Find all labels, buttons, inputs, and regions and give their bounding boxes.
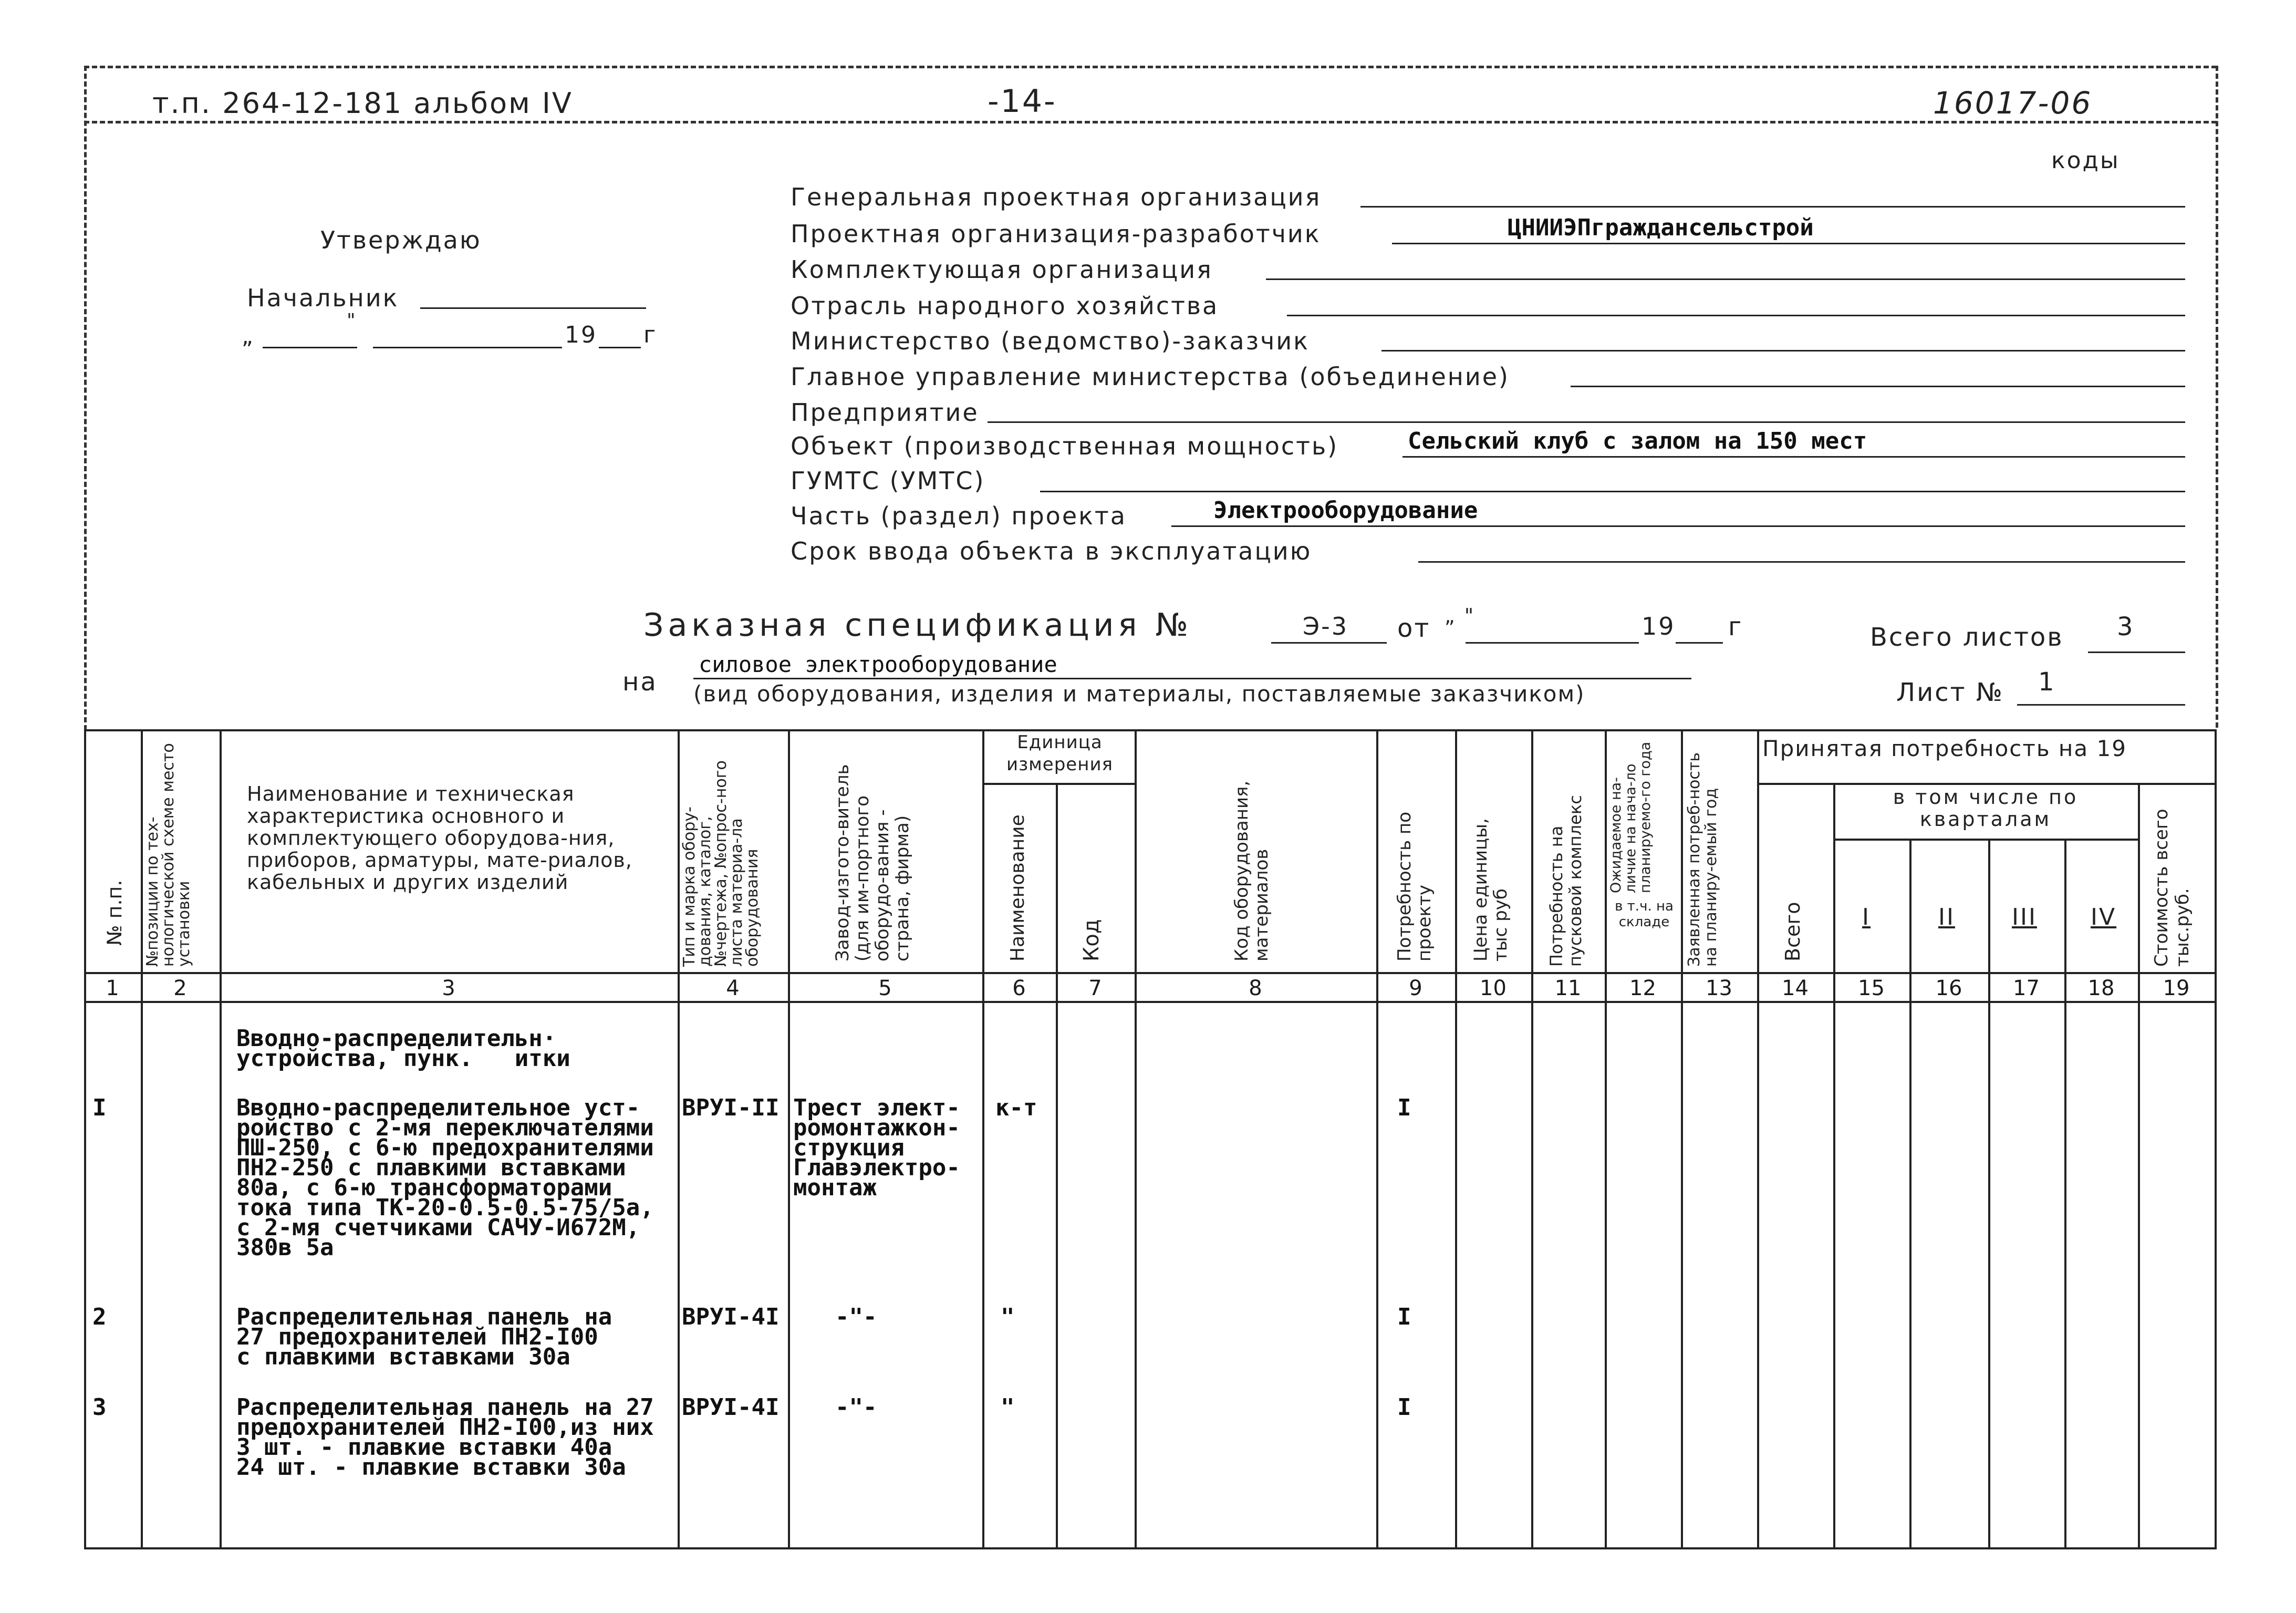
col-header-maker: Завод-изгото-витель (для им-портного оборудо-вания - страна, фирма) [832,764,913,961]
row-3-type: ВРУI-4I [682,1394,780,1421]
col-header-accepted: Принятая потребность на 19 [1762,736,2127,761]
field-gumts: ГУМТС (УМТС) [791,467,985,495]
col-header-declared: Заявленная потреб-ность на планиру-емый год [1685,752,1720,967]
col-number-15: 15 [1858,976,1885,1000]
col-number-4: 4 [726,976,740,1000]
field-line-7 [1402,456,2185,458]
field-line-8 [1040,491,2185,492]
spec-subject: силовое электрооборудование [699,652,1057,677]
spec-number-line [1271,642,1387,644]
date-day-line [263,347,357,348]
col-number-7: 7 [1088,976,1102,1000]
col-header-warehouse: в т.ч. на складе [1615,898,1674,930]
approve-date-prefix: „ [242,323,255,349]
col-header-q1: I [1862,904,1871,930]
spec-date-line [1466,642,1639,644]
row-2-name: Распределительная панель на 27 предохранителей ПН2-I00 с плавкими вставками 30а [236,1304,612,1370]
field-general-org: Генеральная проектная организация [791,183,1322,211]
field-supply-org: Комплектующая организация [791,255,1213,284]
col-number-9: 9 [1409,976,1422,1000]
col-number-2: 2 [173,976,187,1000]
col-header-cost: Стоимость всего тыс.руб. [2151,809,2193,967]
col-number-19: 19 [2163,976,2190,1000]
col-number-1: 1 [106,976,119,1000]
row-3-maker: -"- [835,1394,877,1421]
field-line-10 [1418,561,2185,563]
sheet-label: Лист № [1896,678,2004,707]
field-developer-org: Проектная организация-разработчик [791,220,1321,248]
row-3-name: Распределительная панель на 27 предохранителей ПН2-I00,из них 3 шт. - плавкие вставки 40а 24 шт. - плавкие вставки 30а [236,1394,654,1481]
field-line-5 [1571,386,2185,387]
field-line-3 [1287,315,2185,316]
row-1-unit: к-т [995,1094,1037,1121]
row-3-num: 3 [92,1394,107,1421]
spec-subject-line [693,678,1691,679]
approve-date-suffix: г [643,322,658,348]
row-1-name: Вводно-распределительное уст- ройство с 2-мя переключателями ПШ-250, с 6-ю предохранителями ПН2-250 с плавкими вставками 80а, с 6-ю трансформаторами тока типа ТК-20-0.5-0.5-75/5а, с 2-мя счетчиками САЧУ-И672М, 380в 5а [236,1094,654,1261]
col-header-q2: II [1938,904,1955,930]
col-header-type: Тип и марка обору-дования, каталог, №чертежа, №опрос-ного листа материа-ла оборудования [680,760,762,967]
field-commission-date: Срок ввода объекта в эксплуатацию [791,537,1312,565]
field-object: Объект (производственная мощность) [791,432,1339,460]
row-1-maker: Трест элект- ромонтажкон- струкция Главэлектро- монтаж [793,1094,960,1201]
col-header-quarters: в том числе по кварталам [1893,785,2079,831]
spec-date-mark: „ " [1445,604,1476,627]
field-line-0 [1360,206,2185,208]
col-number-11: 11 [1554,976,1582,1000]
col-header-q4: IV [2091,904,2117,930]
page-number: -14- [988,83,1057,120]
sheet-value: 1 [2038,667,2056,697]
col-header-position: №позиции по тех-нологической схеме место установки [143,743,193,967]
spec-year-suffix: г [1728,612,1743,642]
approve-date-mark: " [347,310,357,332]
spec-number: Э-3 [1303,612,1348,640]
col-number-8: 8 [1249,976,1262,1000]
col-number-16: 16 [1935,976,1962,1000]
total-sheets-label: Всего листов [1870,623,2064,652]
chief-signature-line [420,307,646,309]
col-number-6: 6 [1012,976,1026,1000]
col-number-5: 5 [878,976,892,1000]
row-2-maker: -"- [835,1304,877,1330]
col-header-equipment-code: Код оборудования, материалов [1231,780,1272,961]
frame-top [84,66,2217,68]
field-line-2 [1266,278,2185,280]
sheet-line [2017,704,2185,706]
spec-on: на [622,667,658,697]
row-1-type: ВРУI-II [682,1094,780,1121]
album-reference: т.п. 264-12-181 альбом IV [152,87,573,120]
row-0-name: Вводно-распределительн· устройства, пунк. итки [236,1025,570,1072]
col-header-name: Наименование и техническая характеристика основного и комплектующего оборудова-ния, приборов, арматуры, мате-риалов, кабельных и других изделий [247,782,632,894]
approve-title: Утверждаю [320,226,482,254]
field-line-9 [1171,525,2185,527]
approve-date-year: 19 [565,322,597,348]
row-1-num: I [92,1094,107,1121]
row-2-qty: I [1397,1304,1411,1330]
frame-right [2216,66,2218,728]
col-header-price: Цена единицы, тыс руб [1470,818,1511,961]
field-main-admin: Главное управление министерства (объединение) [791,363,1510,391]
field-line-1 [1392,243,2185,244]
col-number-3: 3 [442,976,455,1000]
col-header-expected: Ожидаемое на-личие на нача-ло планируемо-го года [1608,741,1654,893]
field-ministry: Министерство (ведомство)-заказчик [791,327,1310,355]
field-object-value: Сельский клуб с залом на 150 мест [1408,428,1867,454]
frame-left [84,66,87,730]
field-section-value: Электрооборудование [1213,497,1478,524]
spec-from: от [1397,614,1431,643]
col-number-14: 14 [1782,976,1809,1000]
spec-title: Заказная спецификация № [643,607,1192,644]
col-number-12: 12 [1629,976,1656,1000]
date-year-line [599,347,641,348]
col-header-unit: Единица измерения [1006,732,1114,775]
field-line-4 [1381,350,2185,351]
spec-year: 19 [1642,612,1676,640]
col-header-need: Потребность по проекту [1394,811,1435,961]
col-number-10: 10 [1480,976,1507,1000]
date-month-line [373,347,562,348]
col-header-q3: III [2012,904,2037,930]
field-developer-value: ЦНИИЭПграждансельстрой [1508,214,1814,241]
col-number-17: 17 [2013,976,2040,1000]
col-header-unit-code: Код [1079,919,1104,961]
col-number-13: 13 [1706,976,1732,1000]
field-line-6 [988,421,2185,423]
spec-year-line [1676,642,1723,644]
approve-chief: Начальник [247,284,399,312]
field-section: Часть (раздел) проекта [791,502,1127,530]
total-sheets-value: 3 [2117,612,2135,642]
col-header-launch: Потребность на пусковой комплекс [1546,795,1585,967]
field-enterprise: Предприятие [791,398,979,427]
spec-subject-caption: (вид оборудования, изделия и материалы, поставляемые заказчиком) [693,681,1585,707]
col-header-num: № п.п. [103,880,126,946]
row-2-unit: " [1001,1304,1015,1330]
header-divider [84,121,2217,123]
col-header-unit-name: Наименование [1007,814,1028,961]
col-number-18: 18 [2087,976,2115,1000]
row-3-unit: " [1001,1394,1015,1421]
row-3-qty: I [1397,1394,1411,1421]
document-code: 16017-06 [1933,85,2093,121]
row-1-qty: I [1397,1094,1411,1121]
field-industry: Отрасль народного хозяйства [791,292,1219,320]
row-2-num: 2 [92,1304,107,1330]
row-2-type: ВРУI-4I [682,1304,780,1330]
total-sheets-line [2088,652,2185,653]
codes-label: коды [2051,147,2120,174]
col-header-total: Всего [1781,902,1804,961]
